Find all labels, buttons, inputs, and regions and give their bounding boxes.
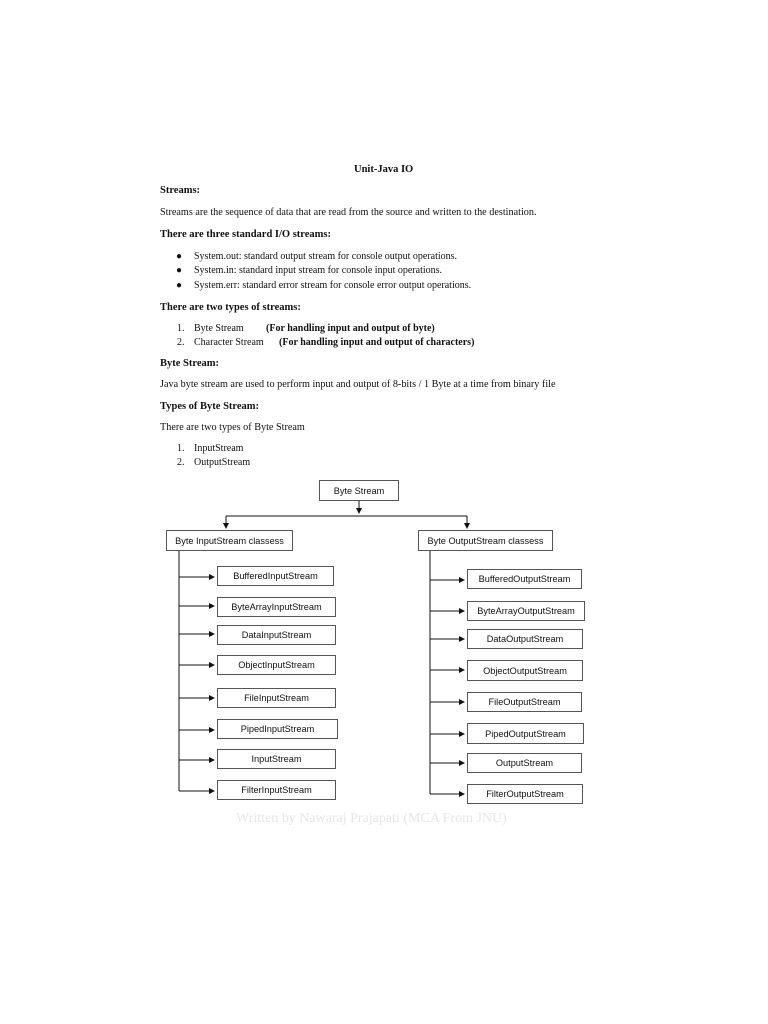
input-class-node: ByteArrayInputStream bbox=[217, 597, 336, 617]
input-class-node: FilterInputStream bbox=[217, 780, 336, 800]
output-class-node: BufferedOutputStream bbox=[467, 569, 582, 589]
list-number: 2. bbox=[177, 337, 185, 348]
list-item: Byte Stream bbox=[194, 323, 244, 334]
byte-stream-types-heading: Types of Byte Stream: bbox=[160, 401, 260, 412]
input-class-node: PipedInputStream bbox=[217, 719, 338, 739]
standard-streams-heading: There are three standard I/O streams: bbox=[160, 229, 331, 240]
bullet: ● bbox=[176, 265, 183, 276]
output-class-node: ByteArrayOutputStream bbox=[467, 601, 585, 621]
page-title: Unit-Java IO bbox=[354, 164, 414, 175]
input-class-node: FileInputStream bbox=[217, 688, 336, 708]
list-item-note: (For handling input and output of characters) bbox=[279, 337, 475, 348]
streams-definition: Streams are the sequence of data that are read from the source and written to the destination. bbox=[160, 207, 537, 218]
list-item: Character Stream bbox=[194, 337, 264, 348]
input-class-node: InputStream bbox=[217, 749, 336, 769]
list-item-note: (For handling input and output of byte) bbox=[266, 323, 435, 334]
list-item: OutputStream bbox=[194, 457, 251, 468]
list-number: 2. bbox=[177, 457, 185, 468]
list-number: 1. bbox=[177, 323, 185, 334]
byte-stream-heading: Byte Stream: bbox=[160, 358, 219, 369]
input-class-node: ObjectInputStream bbox=[217, 655, 336, 675]
list-item: System.in: standard input stream for console input operations. bbox=[194, 265, 443, 276]
list-number: 1. bbox=[177, 443, 185, 454]
output-class-node: PipedOutputStream bbox=[467, 723, 584, 744]
byte-stream-types-intro: There are two types of Byte Stream bbox=[160, 422, 305, 433]
byte-stream-definition: Java byte stream are used to perform input and output of 8-bits / 1 Byte at a time from binary file bbox=[160, 379, 556, 390]
list-item: System.err: standard error stream for console error output operations. bbox=[194, 280, 472, 291]
diagram-root-node: Byte Stream bbox=[319, 480, 399, 501]
list-item: InputStream bbox=[194, 443, 244, 454]
output-class-node: ObjectOutputStream bbox=[467, 660, 583, 681]
output-class-node: FilterOutputStream bbox=[467, 784, 583, 804]
stream-types-heading: There are two types of streams: bbox=[160, 302, 301, 313]
output-class-node: FileOutputStream bbox=[467, 692, 582, 712]
input-class-node: DataInputStream bbox=[217, 625, 336, 645]
output-class-node: OutputStream bbox=[467, 753, 582, 773]
output-group-node: Byte OutputStream classess bbox=[418, 530, 553, 551]
input-class-node: BufferedInputStream bbox=[217, 566, 334, 586]
list-item: System.out: standard output stream for console output operations. bbox=[194, 251, 458, 262]
input-group-node: Byte InputStream classess bbox=[166, 530, 293, 551]
bullet: ● bbox=[176, 280, 183, 291]
streams-heading: Streams: bbox=[160, 185, 201, 196]
watermark: Written by Nawaraj Prajapati (MCA From JNU) bbox=[236, 811, 507, 826]
bullet: ● bbox=[176, 251, 183, 262]
output-class-node: DataOutputStream bbox=[467, 629, 583, 649]
